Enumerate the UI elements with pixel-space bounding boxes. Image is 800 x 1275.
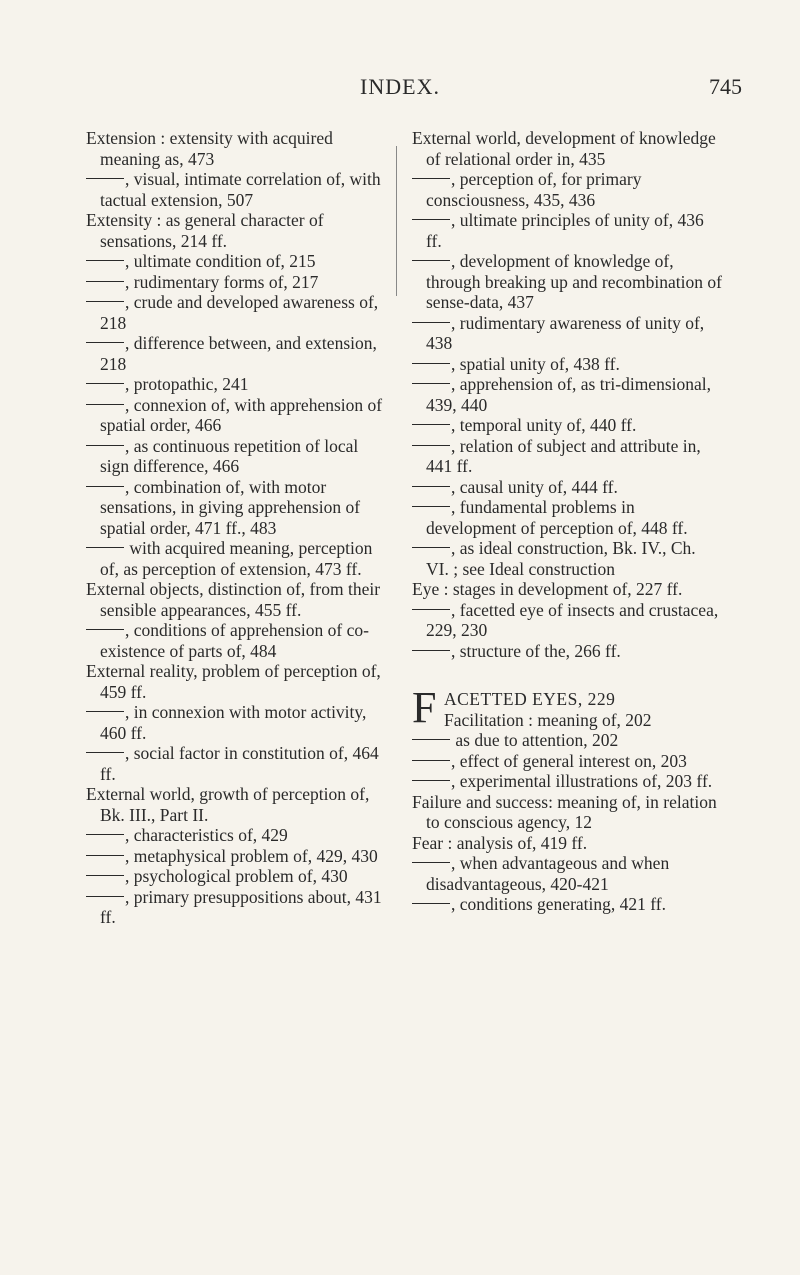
entry-text: , visual, intimate correlation of, with tactual extension, 507: [100, 169, 381, 210]
repeat-dash: [86, 547, 124, 548]
entry-text: , relation of subject and attribute in, 441 ff.: [426, 435, 701, 476]
right-column: [412, 128, 722, 915]
entry-text: , when advantageous and when disadvantageous, 420-421: [426, 853, 670, 894]
column-divider: [396, 146, 397, 296]
page-header: [0, 74, 800, 104]
entry-text: , development of knowledge of, through breaking up and recombination of sense-data, 437: [426, 251, 722, 312]
index-subentry: [412, 853, 722, 894]
index-entry: [412, 128, 722, 169]
entry-text: , as ideal construction, Bk. IV., Ch. VI. ; see Ideal construction: [426, 538, 696, 579]
entry-text: , temporal unity of, 440 ff.: [451, 415, 637, 435]
index-subentry: [86, 272, 386, 293]
entry-text: , difference between, and extension, 218: [100, 333, 377, 374]
index-entry: [412, 833, 722, 854]
index-subentry: [412, 894, 722, 915]
repeat-dash: [412, 739, 450, 740]
entry-text: External reality, problem of perception of, 459 ff.: [86, 661, 381, 702]
entry-text: , connexion of, with apprehension of spatial order, 466: [100, 394, 383, 435]
repeat-dash: [86, 711, 124, 712]
index-subentry: [86, 866, 386, 887]
repeat-dash: [412, 760, 450, 761]
index-subentry: [86, 620, 386, 661]
entry-text: , apprehension of, as tri-dimensional, 439, 440: [426, 374, 712, 415]
entry-text: , primary presuppositions about, 431 ff.: [100, 886, 382, 927]
index-subentry: [412, 497, 722, 538]
repeat-dash: [412, 445, 450, 446]
index-entry: [412, 792, 722, 833]
entry-text: , metaphysical problem of, 429, 430: [125, 845, 378, 866]
page-number: 745: [709, 74, 742, 99]
index-subentry: [86, 846, 386, 867]
entry-text: , crude and developed awareness of, 218: [100, 292, 379, 333]
index-entry: [86, 661, 386, 702]
repeat-dash: [412, 322, 450, 323]
index-entry: [412, 683, 722, 732]
entry-text: , in connexion with motor activity, 460 ff.: [100, 702, 367, 743]
repeat-dash: [412, 609, 450, 610]
repeat-dash: [86, 752, 124, 753]
repeat-dash: [86, 260, 124, 261]
repeat-dash: [412, 178, 450, 179]
entry-text: , fundamental problems in development of perception of, 448 ff.: [426, 497, 688, 538]
index-subentry: [412, 771, 722, 792]
entry-text: as due to attention, 202: [451, 730, 619, 750]
index-entry: [86, 579, 386, 620]
index-entry: [86, 210, 386, 251]
index-subentry: [86, 825, 386, 846]
right-column-entries: [412, 128, 722, 661]
repeat-dash: [412, 260, 450, 261]
entry-text: , ultimate principles of unity of, 436 ff.: [426, 210, 704, 251]
repeat-dash: [86, 896, 124, 897]
index-subentry: [412, 210, 722, 251]
entry-text: , facetted eye of insects and crustacea, 229, 230: [426, 599, 719, 640]
index-entry: [86, 784, 386, 825]
entry-text: External world, development of knowledge of relational order in, 435: [412, 128, 716, 169]
repeat-dash: [412, 506, 450, 507]
repeat-dash: [412, 780, 450, 781]
repeat-dash: [86, 301, 124, 302]
entry-text: Failure and success: meaning of, in relation to conscious agency, 12: [412, 791, 717, 832]
entry-text: , protopathic, 241: [125, 374, 249, 394]
section-gap: [412, 661, 722, 689]
repeat-dash: [86, 281, 124, 282]
index-subentry: [86, 436, 386, 477]
index-subentry: [412, 313, 722, 354]
entry-text: , effect of general interest on, 203: [451, 750, 687, 771]
index-subentry: [412, 641, 722, 662]
index-subentry: [86, 538, 386, 579]
entry-text: , psychological problem of, 430: [125, 866, 348, 886]
index-subentry: [86, 169, 386, 210]
repeat-dash: [86, 629, 124, 630]
index-subentry: [86, 374, 386, 395]
index-subentry: [86, 333, 386, 374]
drop-cap: F: [412, 683, 437, 732]
index-subentry: [412, 730, 722, 751]
repeat-dash: [86, 834, 124, 835]
index-subentry: [86, 477, 386, 539]
index-subentry: [412, 436, 722, 477]
entry-text: with acquired meaning, perception of, as perception of extension, 473 ff.: [100, 538, 373, 579]
repeat-dash: [412, 363, 450, 364]
f-section-entries: [412, 730, 722, 915]
entry-text: , experimental illustrations of, 203 ff.: [451, 771, 713, 791]
entry-text: , rudimentary awareness of unity of, 438: [426, 312, 705, 353]
index-subentry: [412, 538, 722, 579]
repeat-dash: [86, 486, 124, 487]
index-subentry: [412, 374, 722, 415]
page-title: INDEX.: [360, 74, 440, 99]
entry-text: , structure of the, 266 ff.: [451, 640, 621, 661]
repeat-dash: [86, 404, 124, 405]
entry-text: , perception of, for primary consciousness, 435, 436: [426, 169, 642, 210]
repeat-dash: [412, 383, 450, 384]
index-subentry: [412, 751, 722, 772]
index-subentry: [412, 169, 722, 210]
entry-text: , characteristics of, 429: [125, 825, 288, 845]
repeat-dash: [412, 903, 450, 904]
entry-text: , rudimentary forms of, 217: [125, 271, 319, 292]
repeat-dash: [86, 445, 124, 446]
entry-text: Facilitation : meaning of, 202: [444, 709, 652, 730]
repeat-dash: [412, 219, 450, 220]
index-entry: [86, 128, 386, 169]
repeat-dash: [412, 547, 450, 548]
entry-text: , conditions of apprehension of co-existence of parts of, 484: [100, 620, 369, 661]
entry-text: , spatial unity of, 438 ff.: [451, 353, 620, 374]
repeat-dash: [412, 650, 450, 651]
index-subentry: [412, 600, 722, 641]
index-subentry: [412, 354, 722, 375]
entry-text: Eye : stages in development of, 227 ff.: [412, 579, 683, 599]
index-subentry: [412, 477, 722, 498]
entry-text: Extension : extensity with acquired meaning as, 473: [86, 128, 333, 169]
entry-text: , as continuous repetition of local sign difference, 466: [100, 435, 359, 476]
index-subentry: [86, 395, 386, 436]
repeat-dash: [412, 486, 450, 487]
index-subentry: [86, 292, 386, 333]
entry-text: External objects, distinction of, from their sensible appearances, 455 ff.: [86, 579, 381, 620]
entry-text: , combination of, with motor sensations, in giving apprehension of spatial order, 471 ff., 483: [100, 476, 361, 538]
index-subentry: [86, 743, 386, 784]
index-subentry: [86, 887, 386, 928]
repeat-dash: [86, 342, 124, 343]
repeat-dash: [86, 875, 124, 876]
index-subentry: [86, 251, 386, 272]
entry-text: , social factor in constitution of, 464 ff.: [100, 743, 379, 784]
entry-text: ACETTED EYES, 229: [444, 689, 616, 709]
repeat-dash: [86, 178, 124, 179]
entry-text: , conditions generating, 421 ff.: [451, 894, 666, 914]
repeat-dash: [86, 383, 124, 384]
entry-text: , causal unity of, 444 ff.: [451, 476, 618, 497]
entry-text: , ultimate condition of, 215: [125, 251, 316, 271]
repeat-dash: [86, 855, 124, 856]
left-column: [86, 128, 386, 928]
entry-text: Fear : analysis of, 419 ff.: [412, 832, 588, 853]
index-subentry: [412, 251, 722, 313]
entry-text: Extensity : as general character of sensations, 214 ff.: [86, 210, 324, 251]
index-entry: [412, 579, 722, 600]
entry-text: External world, growth of perception of, Bk. III., Part II.: [86, 784, 370, 825]
repeat-dash: [412, 424, 450, 425]
index-subentry: [412, 415, 722, 436]
repeat-dash: [412, 862, 450, 863]
index-subentry: [86, 702, 386, 743]
